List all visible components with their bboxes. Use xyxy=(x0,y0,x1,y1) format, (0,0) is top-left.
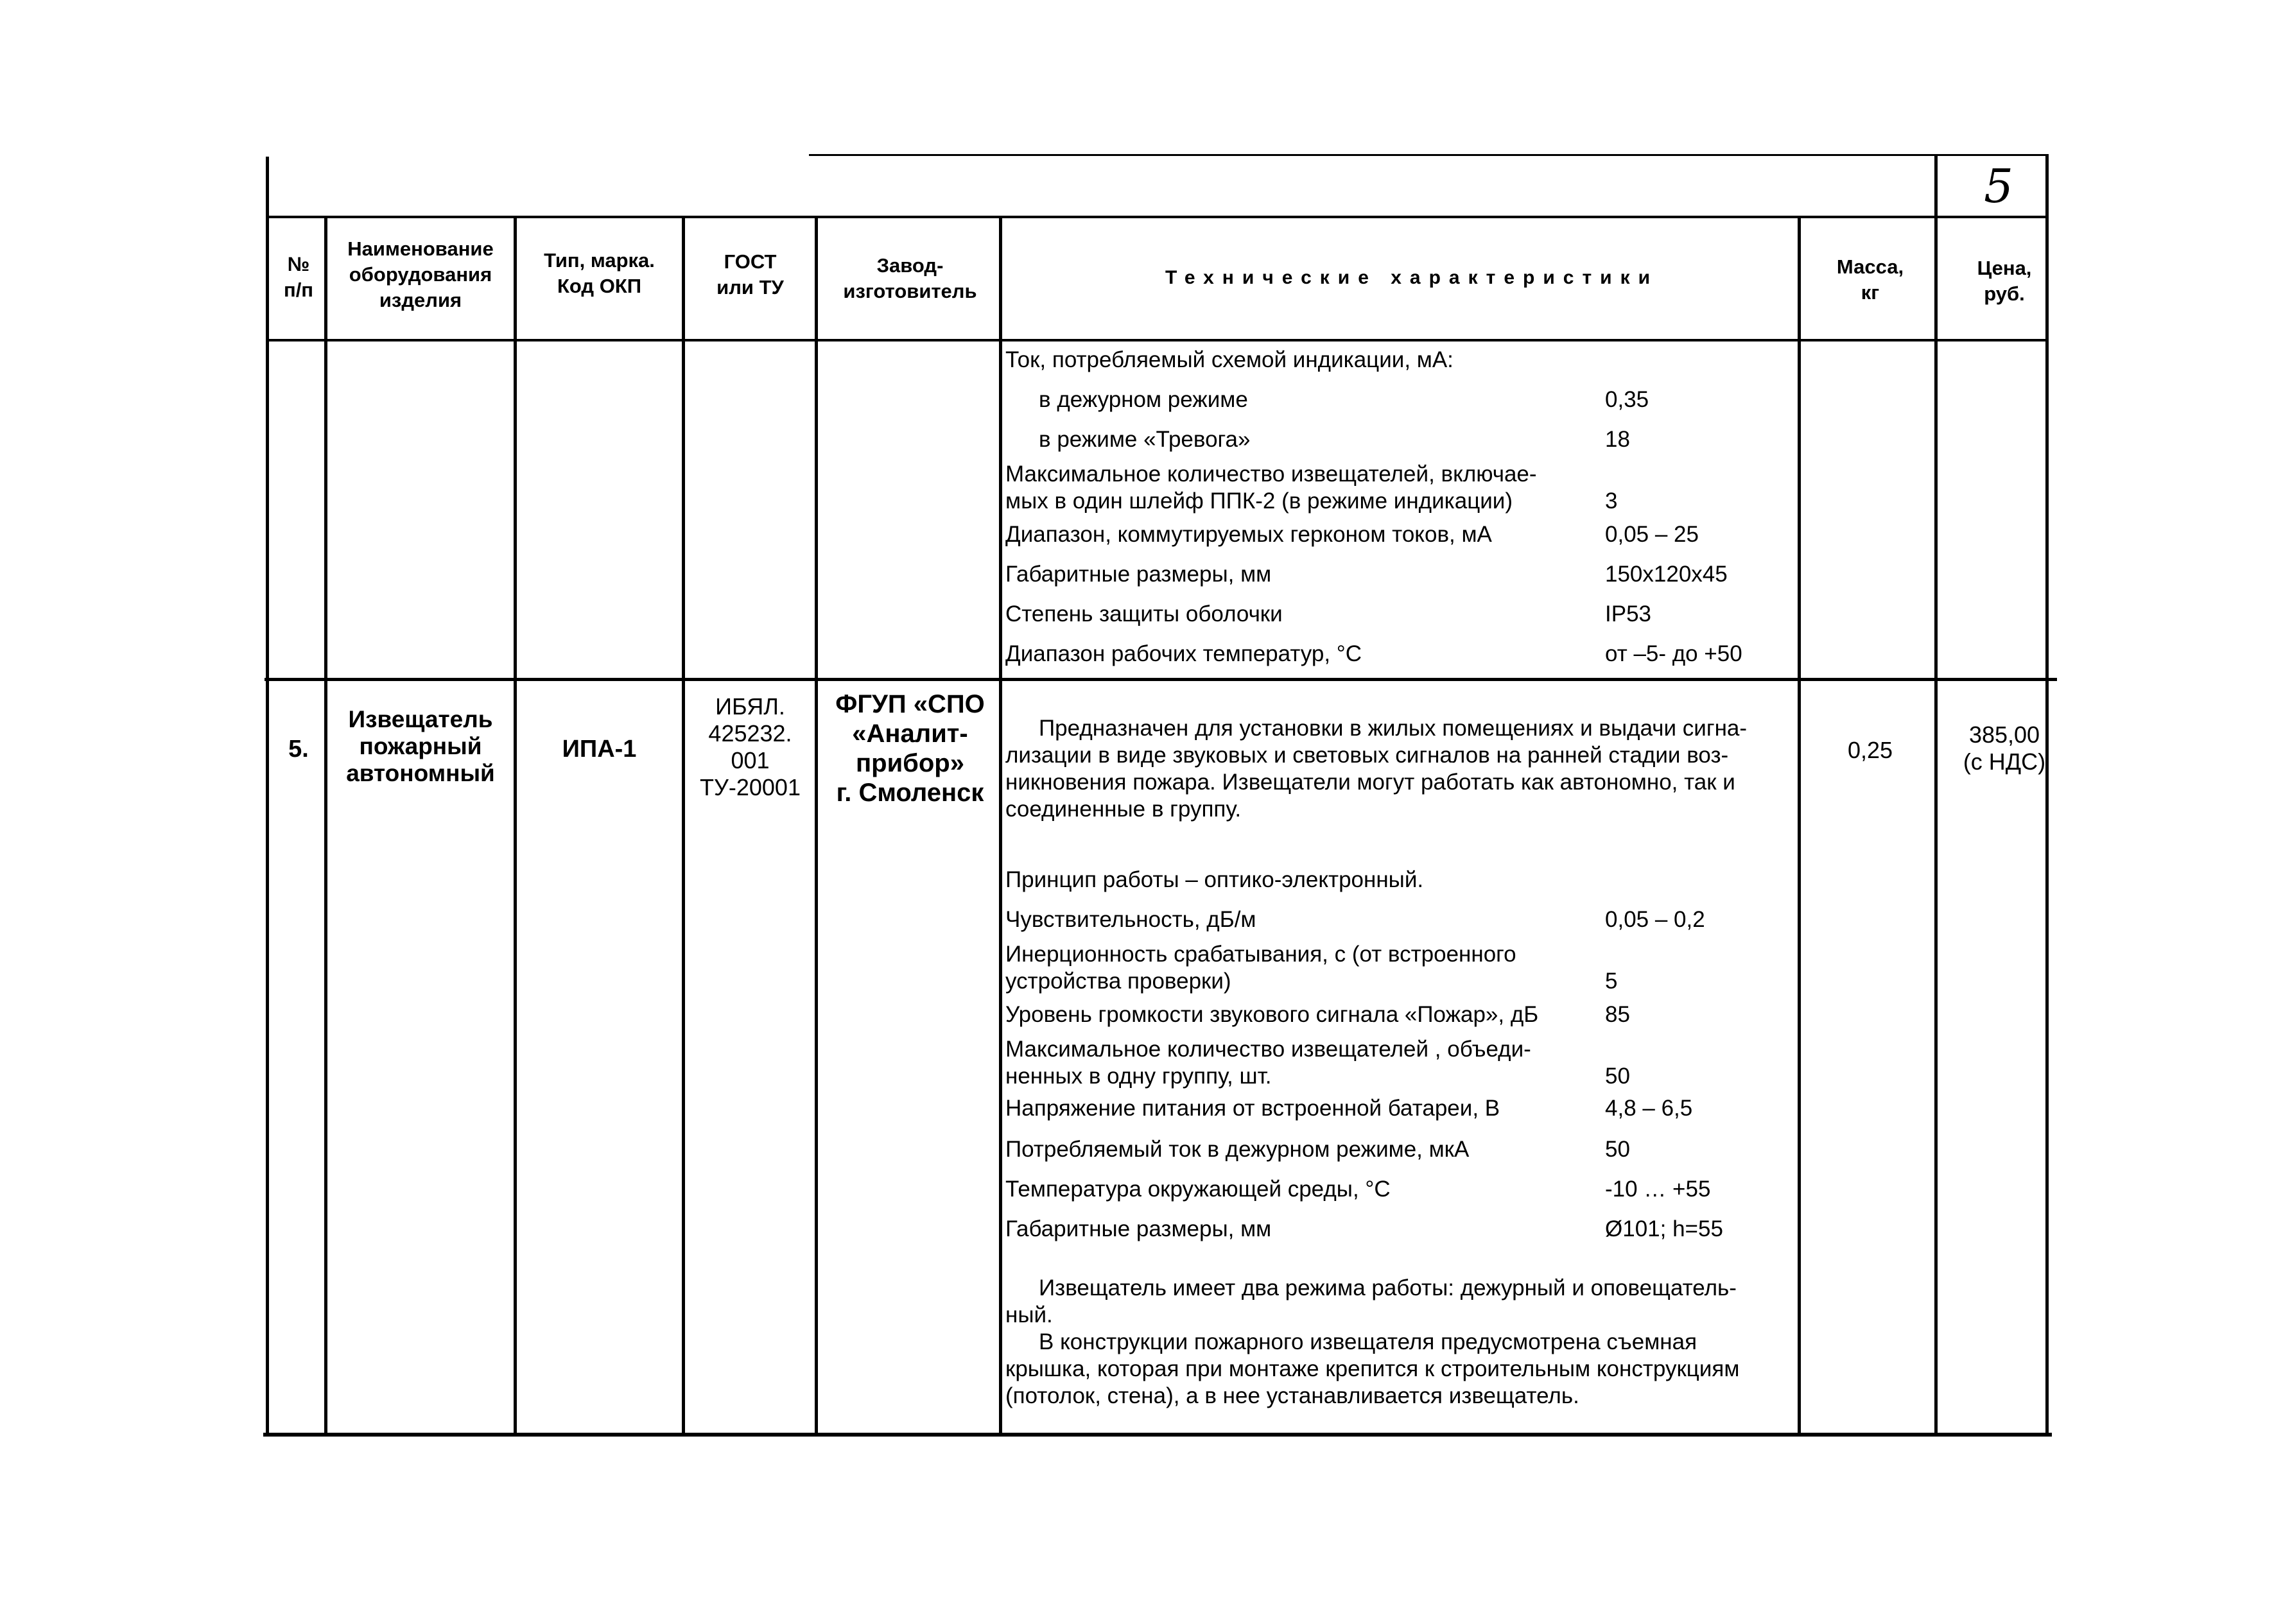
spec-value: 85 xyxy=(1605,1002,1630,1027)
header-gost xyxy=(684,249,816,300)
item-type: ИПА-1 xyxy=(562,736,637,763)
item-manufacturer-line: прибор» xyxy=(855,749,964,777)
item-price-line: (с НДС) xyxy=(1963,748,2046,775)
header-mass-line: Масса, xyxy=(1836,255,1904,278)
header-gost-line: или ТУ xyxy=(716,276,784,298)
header-price-line: Цена, xyxy=(1977,257,2032,279)
item-gost-line: 001 xyxy=(731,747,770,773)
spec-label: ненных в одну группу, шт. xyxy=(1005,1064,1272,1089)
spec-label: Инерционность срабатывания, с (от встроенного xyxy=(1005,942,1516,967)
spec-label: мых в один шлейф ППК-2 (в режиме индикации) xyxy=(1005,488,1513,514)
outro-line: крышка, которая при монтаже крепится к строительным конструкциям xyxy=(1005,1356,1740,1381)
spec-label: Диапазон, коммутируемых герконом токов, мА xyxy=(1005,522,1492,547)
table-bottom-line xyxy=(263,1433,2052,1437)
header-no-line: п/п xyxy=(283,279,314,301)
item-mass: 0,25 xyxy=(1847,737,1893,763)
spec-value: 3 xyxy=(1605,488,1618,514)
row-separator xyxy=(265,678,2057,681)
spec-value: 50 xyxy=(1605,1137,1630,1162)
item-gost-line: 425232. xyxy=(708,720,792,747)
spec-label: Степень защиты оболочки xyxy=(1005,601,1283,626)
spec-value: 50 xyxy=(1605,1064,1630,1089)
item-manufacturer-line: ФГУП «СПО xyxy=(835,690,985,718)
spec-value: 18 xyxy=(1605,427,1630,452)
outro-line: Извещатель имеет два режима работы: дежурный и оповещатель- xyxy=(1039,1275,1737,1300)
spec-value: Ø101; h=55 xyxy=(1605,1216,1723,1241)
spec-value: 0,05 – 25 xyxy=(1605,522,1699,547)
item-name-line: Извещатель xyxy=(348,706,493,732)
header-top-line xyxy=(268,216,2048,218)
col-border-1 xyxy=(324,216,327,1435)
spec-label: Диапазон рабочих температур, °С xyxy=(1005,641,1362,666)
col-border-8 xyxy=(2045,154,2049,1435)
header-type-line: Код ОКП xyxy=(557,275,642,297)
header-manufacturer-line: Завод- xyxy=(876,254,944,277)
intro-line: никновения пожара. Извещатели могут работать как автономно, так и xyxy=(1005,770,1735,795)
header-specs: Технические характеристики xyxy=(1165,267,1659,288)
page-number: 5 xyxy=(1984,159,2013,213)
outro-line: В конструкции пожарного извещателя предусмотрена съемная xyxy=(1039,1329,1697,1354)
item-number: 5. xyxy=(288,736,309,763)
top-rule xyxy=(809,154,2048,156)
item-name-line: автономный xyxy=(346,760,495,786)
spec-label: Уровень громкости звукового сигнала «Пожар», дБ xyxy=(1005,1002,1539,1027)
spec-value: -10 … +55 xyxy=(1605,1177,1711,1202)
header-mass-line: кг xyxy=(1861,281,1880,304)
col-border-2 xyxy=(514,216,517,1435)
header-manufacturer-line: изготовитель xyxy=(843,280,977,302)
col-border-4 xyxy=(815,216,818,1435)
header-price-line: руб. xyxy=(1984,282,2025,305)
item-name xyxy=(327,706,514,787)
continued-current-title: Ток, потребляемый схемой индикации, мА: xyxy=(1005,347,1454,372)
spec-label: устройства проверки) xyxy=(1005,969,1231,994)
spec-label: Габаритные размеры, мм xyxy=(1005,1216,1272,1241)
intro-line: Предназначен для установки в жилых помещениях и выдачи сигна- xyxy=(1039,716,1748,741)
item-price-line: 385,00 xyxy=(1968,721,2040,748)
spec-label: Напряжение питания от встроенной батареи, В xyxy=(1005,1096,1500,1121)
header-price xyxy=(1940,255,2069,307)
header-bottom-line xyxy=(268,339,2048,341)
spec-value: 4,8 – 6,5 xyxy=(1605,1096,1693,1121)
spec-value: 150х120х45 xyxy=(1605,562,1728,587)
outro-line: (потолок, стена), а в нее устанавливается извещатель. xyxy=(1005,1383,1579,1408)
item-gost-line: ИБЯЛ. xyxy=(715,693,785,720)
spec-label: в дежурном режиме xyxy=(1039,387,1248,412)
header-no-line: № xyxy=(287,253,310,275)
header-name-line: изделия xyxy=(379,289,462,311)
principle-text: Принцип работы – оптико-электронный. xyxy=(1005,867,1424,892)
item-manufacturer xyxy=(819,689,1002,808)
header-name xyxy=(327,236,514,313)
col-border-3 xyxy=(682,216,685,1435)
item-price xyxy=(1940,721,2069,775)
item-name-line: пожарный xyxy=(359,733,482,759)
spec-label: Температура окружающей среды, °С xyxy=(1005,1177,1391,1202)
spec-label: в режиме «Тревога» xyxy=(1039,427,1251,452)
spec-label: Максимальное количество извещателей , объеди- xyxy=(1005,1037,1531,1062)
spec-value: IP53 xyxy=(1605,601,1651,626)
item-manufacturer-line: «Аналит- xyxy=(852,720,968,748)
outro-line: ный. xyxy=(1005,1302,1053,1327)
header-type xyxy=(517,248,682,299)
header-manufacturer xyxy=(819,253,1002,304)
spec-value: 5 xyxy=(1605,969,1618,994)
header-mass xyxy=(1803,254,1938,306)
header-name-line: Наименование xyxy=(347,238,494,260)
col-border-6 xyxy=(1798,216,1801,1435)
spec-label: Габаритные размеры, мм xyxy=(1005,562,1272,587)
col-border-5 xyxy=(999,216,1002,1435)
spec-value: от –5- до +50 xyxy=(1605,641,1742,666)
spec-value: 0,35 xyxy=(1605,387,1649,412)
item-gost-line: ТУ-20001 xyxy=(700,774,801,800)
intro-line: соединенные в группу. xyxy=(1005,797,1242,822)
spec-label: Максимальное количество извещателей, включае- xyxy=(1005,462,1537,487)
spec-label: Чувствительность, дБ/м xyxy=(1005,907,1256,932)
intro-line: лизации в виде звуковых и световых сигналов на ранней стадии воз- xyxy=(1005,743,1729,768)
header-no xyxy=(270,252,327,303)
item-manufacturer-line: г. Смоленск xyxy=(836,779,984,807)
spec-value: 0,05 – 0,2 xyxy=(1605,907,1705,932)
header-type-line: Тип, марка. xyxy=(544,249,655,272)
header-name-line: оборудования xyxy=(349,263,492,286)
col-border-0 xyxy=(266,157,269,1435)
header-gost-line: ГОСТ xyxy=(724,250,777,273)
col-border-7 xyxy=(1934,154,1938,1435)
spec-label: Потребляемый ток в дежурном режиме, мкА xyxy=(1005,1137,1470,1162)
item-gost xyxy=(684,693,816,801)
